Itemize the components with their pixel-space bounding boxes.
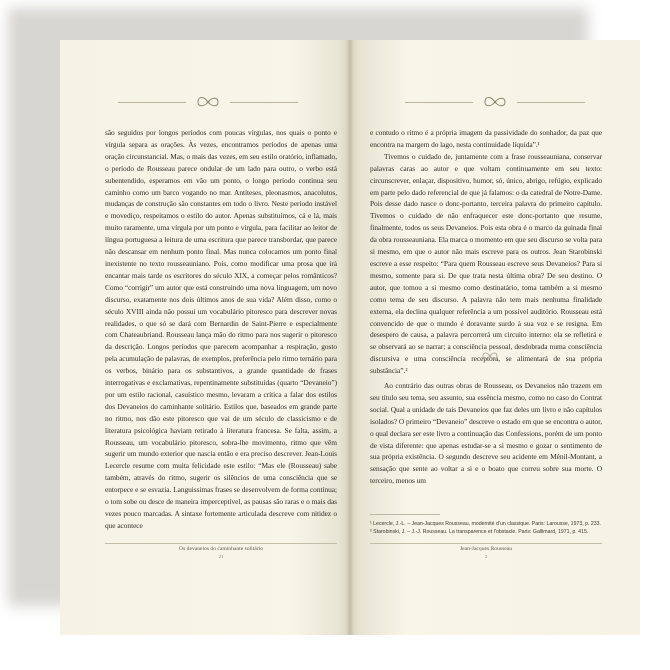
right-footer-rule [370, 543, 602, 544]
left-footer-rule [105, 543, 337, 544]
open-book [60, 40, 640, 640]
right-paragraph-2: Tivemos o cuidado de, juntamente com a frase rousseauniana, conservar palavras caras ao autor e que voltam continuamente em seu texto: circunscrever, enlaçar, dispositivo, humor, só, único, abrigo, refúgio, explicado em parte pelo dado referencial de que já falamos: o da catedral de Notre-Dame. Pois desse dado nasce o donc-portanto, terceira palavra do primeiro capítulo. Tivemos o cuidado de não enfraquecer este donc-portanto que resume, finalmente, todos os seus Devaneios. Pois esta obra é o marco da guinada final da obra rousseauniana. Ela marca o momento em que seu discurso se volta para si mesmo, em que o autor não mais escreve para os outros. Jean Starobinski escreve a esse respeito: “Para quem Rousseau escreve seus Devaneios? Para si mesmo, somente para si. De que trata nesta última obra? De seu destino. O autor, que tomou a si mesmo como destinatário, toma também a si mesmo como tema de seu discurso. A palavra não tem mais nenhuma finalidade externa, ela declina qualquer referência a um possível auditório. Rousseau está convencido de que o mundo é doravante surdo à sua voz e se resigna. Em desespero de causa, a palavra percorrerá um circuito interno: ela se refletirá e se observará ao se narrar; a consciência pessoal, desdobrada numa consciência discursiva e uma consciência receptora, se alimentará de sua própria substância”.² [370, 151, 602, 376]
fleuron-icon [194, 95, 222, 109]
book-gutter [346, 40, 354, 635]
footnote-2: ² Starobinski, J. – J.-J. Rousseau. La transparence et l’obstacle. Paris: Gallimard, 1971, p. 415. [370, 529, 589, 535]
right-body-text-bottom [370, 380, 602, 487]
header-ornament [118, 95, 298, 109]
footnotes [370, 520, 610, 536]
left-body-text [105, 127, 337, 532]
left-running-title: Os devaneios do caminhante solitário [179, 546, 263, 552]
left-page [60, 40, 350, 635]
right-running-title: Jean-Jacques Rousseau [459, 546, 513, 552]
footnote-1: ¹ Lecercle, J.-L. – Jean-Jacques Rousseau, modernité d’un classique. Paris: Larousse, 1973, p. 233. [370, 521, 601, 527]
footnote-rule [370, 514, 440, 515]
right-page-number: 2 [484, 554, 488, 559]
right-paragraph-1: e contudo o ritmo é a própria imagem da passividade do sonhador, da paz que encontra na margem do lago, nesta continuidade líquida”.¹ [370, 128, 602, 149]
left-page-number: 21 [218, 554, 224, 559]
fleuron-icon [481, 95, 509, 109]
right-page [350, 40, 640, 635]
right-paragraph-3: Ao contrário das outras obras de Rousseau, os Devaneios não trazem em seu título seu tema, seu assunto, sua essência mesmo, como no caso do Contrat social. Qual a unidade de tais Devaneios que faz deles um livro e não capítulos isolados? O primeiro “Devaneio” descreve o estado em que se encontra o autor, o qual declara ser este livro a continuação das Confessions, porém de um ponto de vista diferente: que apenas estudar-se a si mesmo e gozar o sentimento de sua própria existência. O segundo descreve seu acidente em Ménil-Montant, a sensação que sente ao voltar a si e o boato que correu sobre sua morte. O terceiro, menos um [370, 381, 602, 486]
left-paragraph-1: são seguidos por longos períodos com poucas vírgulas, nos quais o ponto e vírgula separa as orações. Às vezes, encontramos períodos de apenas uma oração circunstancial. Mas, o mais das vezes, em seu estilo oratório, inflamado, o período de Rousseau parece ondular de um lado para outro, o verbo está subentendido, esperamos em vão um ponto, o longo período continua seu caminho como um barco vogando no mar. Antíteses, pleonasmos, anacolutos, mudanças de construção são constantes em todo o livro. Neste período instável e movediço, respeitamos o estilo do autor. Apenas substituímos, cá e lá, mais muito raramente, uma vírgula por um ponto e vírgula, para facilitar ao leitor de língua portuguesa a leitura de uma escritura que parece transbordar, que parece não descansar em nenhum ponto final. Mas nunca colocamos um ponto final inexistente no texto rousseauniano. Pois, como modificar uma prosa que irá encantar mais tarde os escritores do século XIX, a começar pelos românticos? Como “corrigir” um autor que está construindo uma nova linguagem, um novo discurso, exatamente nos dois últimos anos de sua vida? Além disso, como o século XVIII ainda não possui um vocabulário pitoresco para descrever novas realidades, o que só se dará com Bernardin de Saint-Pierre e especialmente com Chateaubriand. Rousseau lança mão do ritmo para nos sugerir o pitoresco da descrição. Longos períodos que parecem acompanhar a respiração, gosto pela acumulação de palavras, de exemplos, preferência pelo ritmo ternário para os verbos, binário para os substantivos, a grande quantidade de frases interrogativas e exclamativas, repentinamente substituídas (quarto “Devaneio”) por um estilo racional, casuístico mesmo, levaram a crítica a falar dos estilos dos Devaneios do caminhante solitário. Estilos que, baseados em grande parte no ritmo, nos dão este pitoresco que vai de um século de classicismo e de literatura psicológica haviam retirado à literatura francesa. Se falta, assim, a Rousseau, um vocabulário pitoresco, sobra-lhe movimento, ritmo que vêm sugerir um mundo exterior que nascia então e era preciso descrever. Jean-Louis Lecercle resume com muita felicidade este estilo: “Mas ele (Rousseau) sabe também, através do ritmo, sugerir os silêncios de uma consciência que se entorpece e se esvazia. Languissimas frases se desenvolvem de forma contínua; o tom sobe ou desce de maneira imperceptível, as pausas são raras e o mais das vezes pouco marcadas. A sintaxe fortemente articulada descreve com nitidez o que acontece [105, 128, 337, 530]
right-body-text-top [370, 127, 602, 377]
small-fleuron-icon [480, 351, 500, 361]
header-ornament [405, 95, 585, 109]
